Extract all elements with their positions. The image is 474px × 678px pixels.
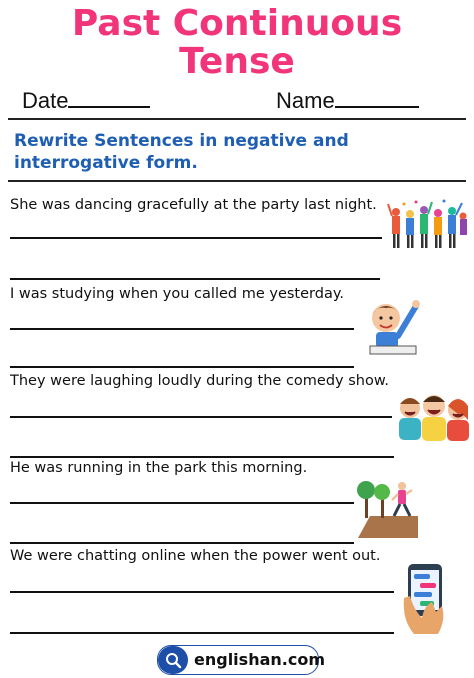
name-field [276,86,419,114]
answer-line-2b [10,366,354,368]
answer-line-3b [10,456,394,458]
running-park-icon [357,481,418,538]
answer-line-4a [10,502,354,504]
page-title-line-2: Tense [179,41,295,82]
sentence-1: She was dancing gracefully at the party last night. [10,197,377,213]
date-label: Date [22,88,69,113]
answer-line-2a [10,328,354,330]
party-crowd-illustration [386,198,468,252]
sentence-5: We were chatting online when the power went out. [10,548,381,564]
answer-line-1b [10,278,380,280]
phone-chat-icon [404,564,444,634]
date-blank [68,86,150,108]
date-field [22,86,150,114]
chatting-phone-illustration [402,562,452,636]
party-crowd-icon [388,200,467,249]
studying-boy-illustration [364,296,422,356]
sentence-4: He was running in the park this morning. [10,460,308,476]
laughing-friends-icon [399,395,469,441]
answer-line-1a [10,237,382,239]
answer-line-3a [10,416,392,418]
studying-boy-icon [370,300,420,354]
site-badge[interactable] [157,645,325,675]
site-url[interactable]: englishan.com [194,650,325,669]
name-blank [335,86,419,108]
laughing-friends-illustration [396,392,472,444]
answer-line-5a [10,591,394,593]
sentence-2: I was studying when you called me yesterday. [10,286,344,302]
instructions: Rewrite Sentences in negative and interrogative form. [14,131,349,173]
answer-line-5b [10,632,394,634]
instruction-divider [8,180,466,182]
answer-line-4b [10,542,354,544]
page-title-line-1: Past Continuous [71,3,403,44]
name-label: Name [276,88,335,113]
sentence-3: They were laughing loudly during the comedy show. [10,373,389,389]
top-divider [8,118,466,120]
running-in-park-illustration [356,476,420,540]
